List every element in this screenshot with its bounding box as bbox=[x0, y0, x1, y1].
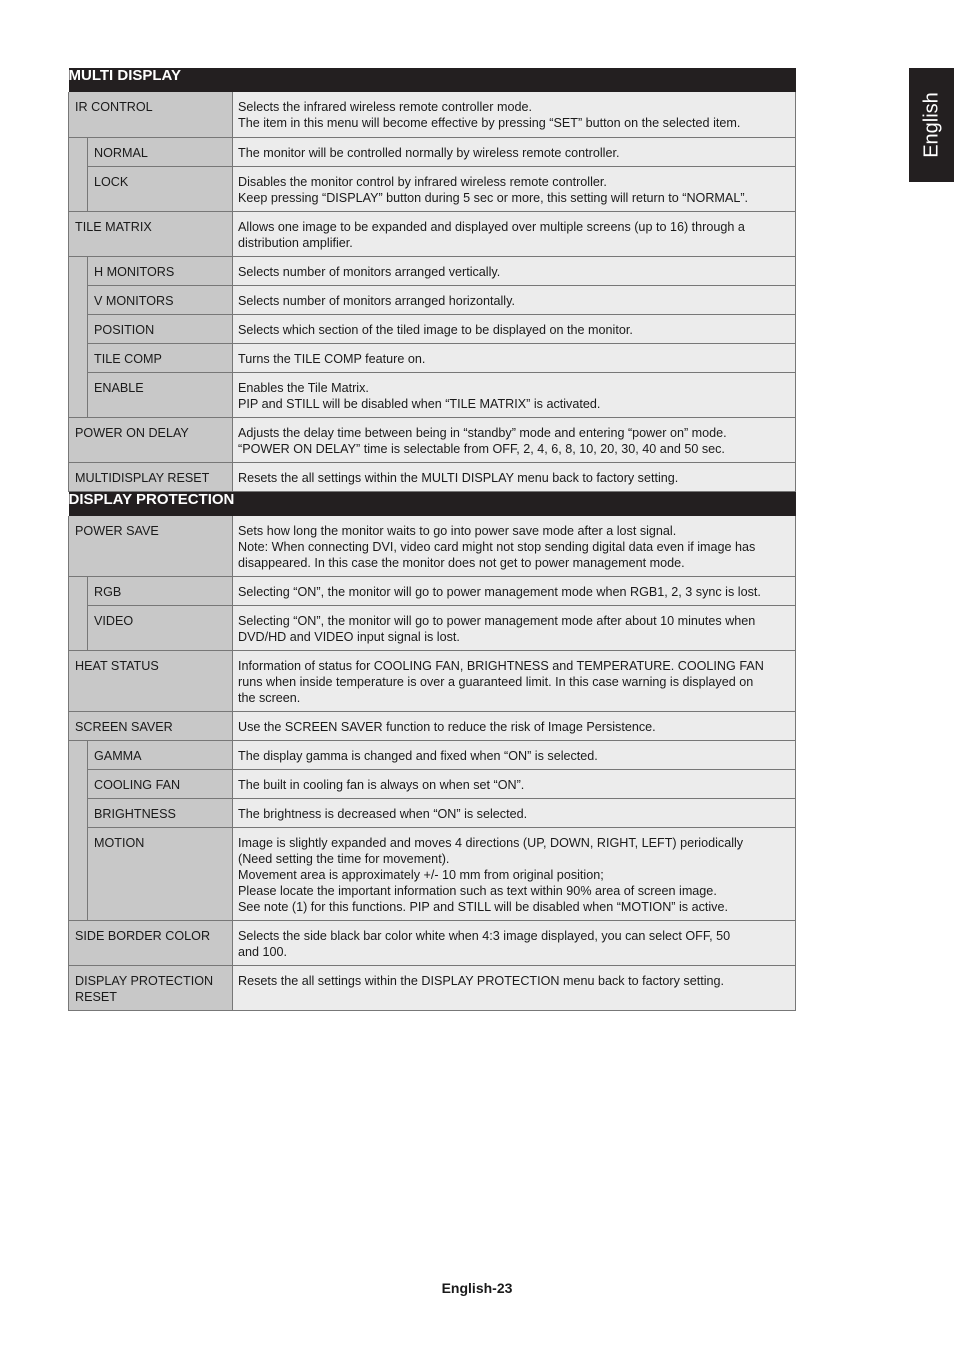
description-line: Keep pressing “DISPLAY” button during 5 sec or more, this setting will return to “NORMAL”. bbox=[238, 190, 749, 205]
indent-spacer bbox=[69, 137, 88, 211]
description-line: Enables the Tile Matrix. bbox=[238, 380, 369, 395]
setting-name: H MONITORS bbox=[88, 256, 233, 285]
table-row bbox=[69, 372, 796, 417]
description-line: Resets the all settings within the DISPLAY PROTECTION menu back to factory setting. bbox=[238, 974, 724, 988]
description-line: disappeared. In this case the monitor does not get to power management mode. bbox=[238, 555, 685, 570]
setting-description bbox=[233, 166, 796, 211]
setting-description bbox=[233, 285, 796, 314]
setting-name: V MONITORS bbox=[88, 285, 233, 314]
description-line: The item in this menu will become effective by pressing “SET” button on the selected item. bbox=[238, 116, 741, 130]
setting-description bbox=[233, 92, 796, 137]
section-header bbox=[69, 68, 796, 92]
setting-description bbox=[233, 314, 796, 343]
description-line: Selects the side black bar color white when 4:3 image displayed, you can select OFF, 50 bbox=[238, 929, 731, 943]
description-line: The brightness is decreased when “ON” is selected. bbox=[238, 807, 528, 821]
description-line: Sets how long the monitor waits to go into power save mode after a lost signal. bbox=[238, 523, 677, 538]
setting-description bbox=[233, 137, 796, 166]
setting-name: TILE MATRIX bbox=[69, 211, 233, 256]
table-row bbox=[69, 799, 796, 828]
indent-spacer bbox=[69, 577, 88, 651]
description-line: Turns the TILE COMP feature on. bbox=[238, 351, 426, 366]
table-row bbox=[69, 828, 796, 921]
setting-description bbox=[233, 462, 796, 491]
description-line: the screen. bbox=[238, 691, 301, 705]
setting-name: GAMMA bbox=[88, 741, 233, 770]
setting-description bbox=[233, 256, 796, 285]
description-line: Please locate the important information such as text within 90% area of screen image. bbox=[238, 884, 717, 898]
description-line: Use the SCREEN SAVER function to reduce the risk of Image Persistence. bbox=[238, 720, 656, 734]
setting-name: MULTIDISPLAY RESET bbox=[69, 462, 233, 491]
setting-name: DISPLAY PROTECTION RESET bbox=[69, 966, 233, 1011]
description-line: The display gamma is changed and fixed when “ON” is selected. bbox=[238, 749, 598, 763]
description-line: Image is slightly expanded and moves 4 directions (UP, DOWN, RIGHT, LEFT) periodically bbox=[238, 836, 744, 850]
setting-description bbox=[233, 651, 796, 712]
description-line: Movement area is approximately +/- 10 mm from original position; bbox=[238, 868, 604, 882]
description-line: Resets the all settings within the MULTI DISPLAY menu back to factory setting. bbox=[238, 470, 679, 485]
page-number: English-23 bbox=[441, 1280, 513, 1296]
setting-description bbox=[233, 770, 796, 799]
description-line: The monitor will be controlled normally by wireless remote controller. bbox=[238, 145, 620, 160]
setting-description bbox=[233, 921, 796, 966]
setting-description bbox=[233, 417, 796, 462]
description-line: distribution amplifier. bbox=[238, 235, 353, 250]
table-row bbox=[69, 651, 796, 712]
setting-name: POWER SAVE bbox=[69, 516, 233, 577]
table-row bbox=[69, 285, 796, 314]
setting-name: RGB bbox=[88, 577, 233, 606]
table-row bbox=[69, 606, 796, 651]
description-line: Selects number of monitors arranged horizontally. bbox=[238, 293, 515, 308]
setting-description bbox=[233, 211, 796, 256]
section-header bbox=[69, 491, 796, 516]
description-line: Selects number of monitors arranged vertically. bbox=[238, 264, 501, 279]
setting-description bbox=[233, 712, 796, 741]
setting-name: COOLING FAN bbox=[88, 770, 233, 799]
table-row bbox=[69, 741, 796, 770]
table-row bbox=[69, 516, 796, 577]
setting-name: NORMAL bbox=[88, 137, 233, 166]
description-line: “POWER ON DELAY” time is selectable from OFF, 2, 4, 6, 8, 10, 20, 30, 40 and 50 sec. bbox=[238, 441, 725, 456]
setting-name: HEAT STATUS bbox=[69, 651, 233, 712]
setting-description bbox=[233, 828, 796, 921]
description-line: and 100. bbox=[238, 945, 288, 959]
table-row bbox=[69, 770, 796, 799]
setting-name: SIDE BORDER COLOR bbox=[69, 921, 233, 966]
indent-spacer bbox=[69, 741, 88, 921]
table-row bbox=[69, 966, 796, 1011]
settings-table bbox=[68, 68, 796, 1011]
setting-name: POWER ON DELAY bbox=[69, 417, 233, 462]
table-row bbox=[69, 417, 796, 462]
setting-description bbox=[233, 606, 796, 651]
language-tab[interactable] bbox=[909, 68, 954, 182]
section-title: MULTI DISPLAY bbox=[69, 68, 796, 92]
setting-description bbox=[233, 966, 796, 1011]
setting-name: SCREEN SAVER bbox=[69, 712, 233, 741]
setting-name: TILE COMP bbox=[88, 343, 233, 372]
setting-description bbox=[233, 343, 796, 372]
setting-description bbox=[233, 577, 796, 606]
description-line: Adjusts the delay time between being in “standby” mode and entering “power on” mode. bbox=[238, 425, 727, 440]
indent-spacer bbox=[69, 256, 88, 417]
description-line: Note: When connecting DVI, video card might not stop sending digital data even if image has bbox=[238, 539, 756, 554]
description-line: (Need setting the time for movement). bbox=[238, 852, 450, 866]
description-line: DVD/HD and VIDEO input signal is lost. bbox=[238, 630, 460, 644]
description-line: Allows one image to be expanded and displayed over multiple screens (up to 16) through a bbox=[238, 219, 745, 234]
setting-name: ENABLE bbox=[88, 372, 233, 417]
table-row bbox=[69, 462, 796, 491]
description-line: runs when inside temperature is over a guaranteed limit. In this case warning is displayed on bbox=[238, 675, 754, 689]
table-row bbox=[69, 211, 796, 256]
table-row bbox=[69, 577, 796, 606]
description-line: PIP and STILL will be disabled when “TILE MATRIX” is activated. bbox=[238, 396, 601, 411]
description-line: The built in cooling fan is always on when set “ON”. bbox=[238, 778, 525, 792]
setting-name: BRIGHTNESS bbox=[88, 799, 233, 828]
description-line: Selecting “ON”, the monitor will go to power management mode after about 10 minutes when bbox=[238, 614, 756, 628]
setting-description bbox=[233, 799, 796, 828]
description-line: Disables the monitor control by infrared wireless remote controller. bbox=[238, 174, 607, 189]
table-row bbox=[69, 712, 796, 741]
setting-name: IR CONTROL bbox=[69, 92, 233, 137]
setting-name: LOCK bbox=[88, 166, 233, 211]
table-row bbox=[69, 92, 796, 137]
table-row bbox=[69, 921, 796, 966]
description-line: Information of status for COOLING FAN, BRIGHTNESS and TEMPERATURE. COOLING FAN bbox=[238, 659, 764, 673]
section-title: DISPLAY PROTECTION bbox=[69, 491, 796, 516]
setting-description bbox=[233, 516, 796, 577]
description-line: See note (1) for this functions. PIP and STILL will be disabled when “MOTION” is active. bbox=[238, 900, 728, 914]
setting-name: POSITION bbox=[88, 314, 233, 343]
description-line: Selecting “ON”, the monitor will go to power management mode when RGB1, 2, 3 sync is lost. bbox=[238, 585, 761, 599]
setting-description bbox=[233, 741, 796, 770]
table-row bbox=[69, 256, 796, 285]
setting-description bbox=[233, 372, 796, 417]
setting-name: MOTION bbox=[88, 828, 233, 921]
description-line: Selects which section of the tiled image to be displayed on the monitor. bbox=[238, 322, 633, 337]
table-row bbox=[69, 166, 796, 211]
table-row bbox=[69, 314, 796, 343]
description-line: Selects the infrared wireless remote controller mode. bbox=[238, 100, 532, 114]
table-row bbox=[69, 343, 796, 372]
table-row bbox=[69, 137, 796, 166]
setting-name: VIDEO bbox=[88, 606, 233, 651]
language-tab-label: English bbox=[920, 92, 942, 158]
